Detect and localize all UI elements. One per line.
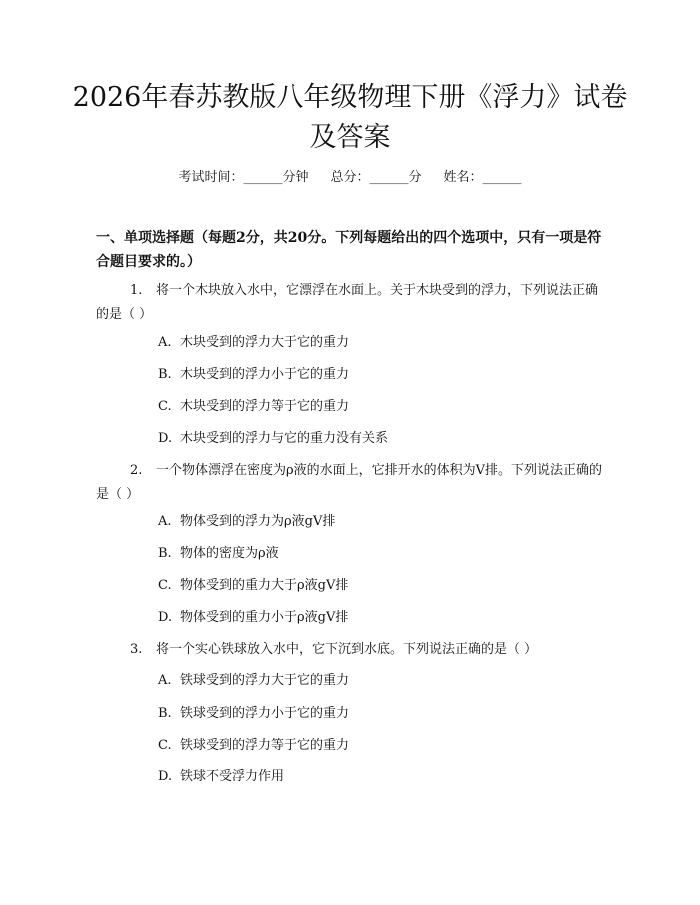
document-title: 2026年春苏教版八年级物理下册《浮力》试卷及答案 <box>72 82 628 153</box>
option-text: 铁球受到的浮力等于它的重力 <box>180 738 350 753</box>
option-letter: B. <box>158 706 172 721</box>
exam-time-field: 考试时间：______分钟 <box>178 170 309 185</box>
question-number: 3. <box>130 642 143 657</box>
answer-option <box>158 704 608 724</box>
option-text: 木块受到的浮力等于它的重力 <box>180 399 350 414</box>
answer-option <box>158 333 608 353</box>
option-text: 铁球受到的浮力小于它的重力 <box>180 706 350 721</box>
option-text: 木块受到的浮力小于它的重力 <box>180 367 350 382</box>
option-text: 铁球受到的浮力大于它的重力 <box>180 673 350 688</box>
question-text: 将一个木块放入水中，它漂浮在水面上。关于木块受到的浮力，下列说法正确的是（ ） <box>96 283 599 322</box>
option-letter: A. <box>158 673 172 688</box>
option-letter: D. <box>158 431 173 446</box>
question-text: 一个物体漂浮在密度为ρ液的水面上，它排开水的体积为V排。下列说法正确的是（ ） <box>96 463 603 502</box>
answer-option <box>158 365 608 385</box>
option-text: 物体受到的重力小于ρ液gV排 <box>180 610 349 625</box>
option-letter: A. <box>158 335 172 350</box>
answer-option <box>158 544 608 564</box>
option-text: 铁球不受浮力作用 <box>180 769 285 784</box>
question-number: 1. <box>130 283 143 298</box>
option-letter: A. <box>158 514 172 529</box>
option-letter: D. <box>158 769 173 784</box>
option-letter: D. <box>158 610 173 625</box>
question-stem <box>96 638 608 662</box>
option-letter: C. <box>158 578 172 593</box>
option-text: 木块受到的浮力与它的重力没有关系 <box>180 431 389 446</box>
answer-option <box>158 736 608 756</box>
answer-option <box>158 671 608 691</box>
question-stem <box>96 279 608 327</box>
option-letter: B. <box>158 546 172 561</box>
answer-option <box>158 767 608 787</box>
option-text: 物体受到的重力大于ρ液gV排 <box>180 578 349 593</box>
answer-option <box>158 512 608 532</box>
option-letter: C. <box>158 399 172 414</box>
name-field: 姓名：______ <box>443 170 522 185</box>
total-score-field: 总分：______分 <box>330 170 422 185</box>
option-text: 木块受到的浮力大于它的重力 <box>180 335 350 350</box>
question-text: 将一个实心铁球放入水中，它下沉到水底。下列说法正确的是（ ） <box>156 642 538 657</box>
option-letter: B. <box>158 367 172 382</box>
answer-option <box>158 397 608 417</box>
option-text: 物体的密度为ρ液 <box>180 546 279 561</box>
section-heading: 一、单项选择题（每题2分，共20分。下列每题给出的四个选项中，只有一项是符合题目要求的。） <box>96 230 602 270</box>
answer-option <box>158 429 608 449</box>
exam-info-line <box>0 168 700 188</box>
answer-option <box>158 576 608 596</box>
question-number: 2. <box>130 463 143 478</box>
question-stem <box>96 459 608 507</box>
option-letter: C. <box>158 738 172 753</box>
option-text: 物体受到的浮力为ρ液gV排 <box>180 514 336 529</box>
answer-option <box>158 608 608 628</box>
